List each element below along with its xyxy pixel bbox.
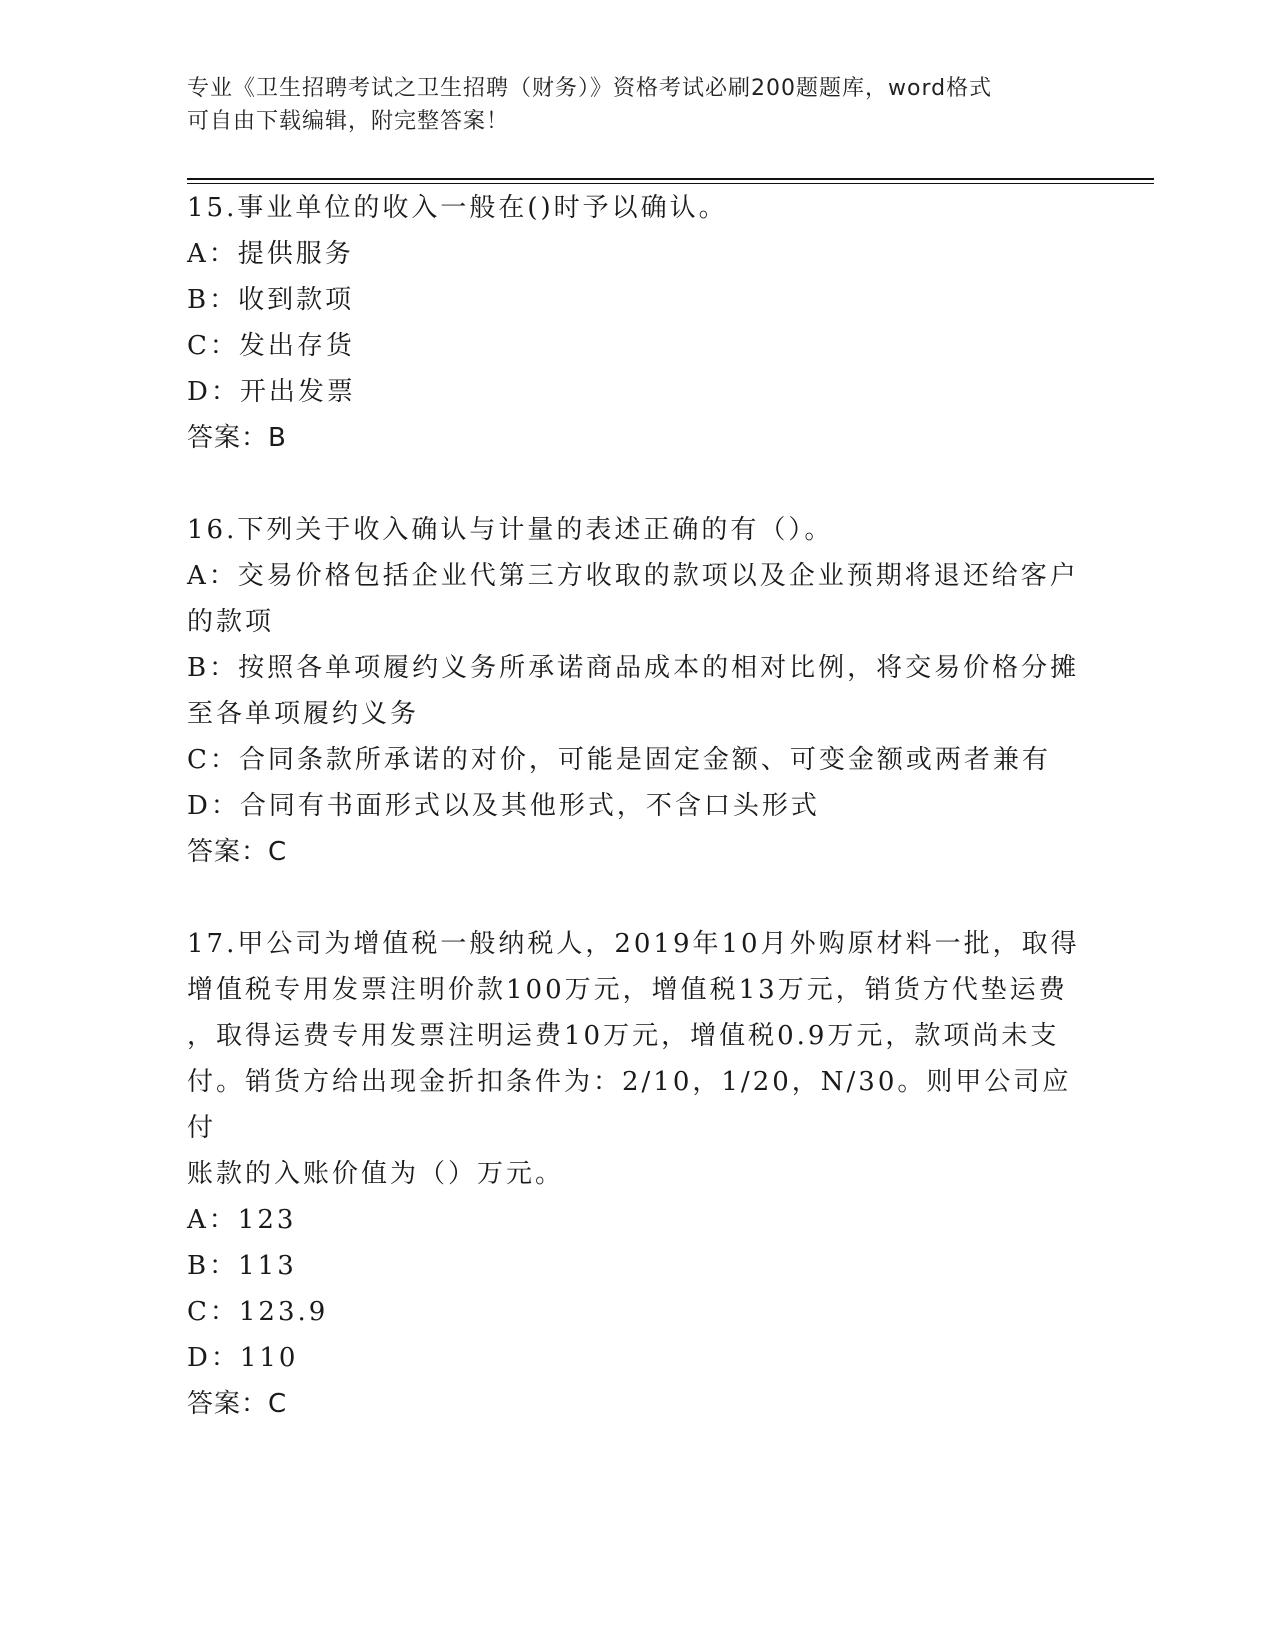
option-c: C：合同条款所承诺的对价，可能是固定金额、可变金额或两者兼有 <box>187 745 1051 775</box>
option-a: A：交易价格包括企业代第三方收取的款项以及企业预期将退还给客户 <box>187 561 1079 591</box>
question-stem-line-3: ，取得运费专用发票注明运费10万元，增值税0.9万元，款项尚未支 <box>187 1021 1060 1051</box>
option-b-continued: 至各单项履约义务 <box>187 699 420 729</box>
option-b: B：113 <box>187 1251 297 1281</box>
document-header <box>187 72 1067 138</box>
question-stem-line-2: 增值税专用发票注明价款100万元，增值税13万元，销货方代垫运费 <box>187 975 1068 1005</box>
option-a: A：123 <box>187 1205 297 1235</box>
option-a: A：提供服务 <box>187 239 354 269</box>
question-16 <box>187 507 1082 875</box>
answer: 答案：C <box>187 1389 288 1419</box>
option-b: B：收到款项 <box>187 285 355 315</box>
question-stem-line-5: 账款的入账价值为（）万元。 <box>187 1159 565 1189</box>
option-b: B：按照各单项履约义务所承诺商品成本的相对比例，将交易价格分摊 <box>187 653 1080 683</box>
option-a-continued: 的款项 <box>187 607 275 637</box>
question-stem: 16.下列关于收入确认与计量的表述正确的有（）。 <box>187 515 834 545</box>
question-stem: 17.甲公司为增值税一般纳税人，2019年10月外购原材料一批，取得 <box>187 929 1080 959</box>
question-list <box>187 185 1082 1473</box>
question-stem: 15.事业单位的收入一般在()时予以确认。 <box>187 193 728 223</box>
question-17 <box>187 921 1082 1427</box>
header-divider-thin <box>187 183 1154 184</box>
header-divider-thick <box>187 178 1154 180</box>
option-c: C：发出存货 <box>187 331 355 361</box>
question-15 <box>187 185 1082 461</box>
option-c: C：123.9 <box>187 1297 329 1327</box>
option-d: D：开出发票 <box>187 377 356 407</box>
answer: 答案：B <box>187 423 287 453</box>
answer: 答案：C <box>187 837 288 867</box>
question-stem-line-4: 付。销货方给出现金折扣条件为：2/10，1/20，N/30。则甲公司应付 <box>187 1067 1072 1143</box>
header-line-1: 专业《卫生招聘考试之卫生招聘（财务）》资格考试必刷200题题库，word格式 <box>187 76 993 101</box>
header-line-2: 可自由下载编辑，附完整答案！ <box>187 109 510 134</box>
option-d: D：110 <box>187 1343 299 1373</box>
option-d: D：合同有书面形式以及其他形式，不含口头形式 <box>187 791 820 821</box>
